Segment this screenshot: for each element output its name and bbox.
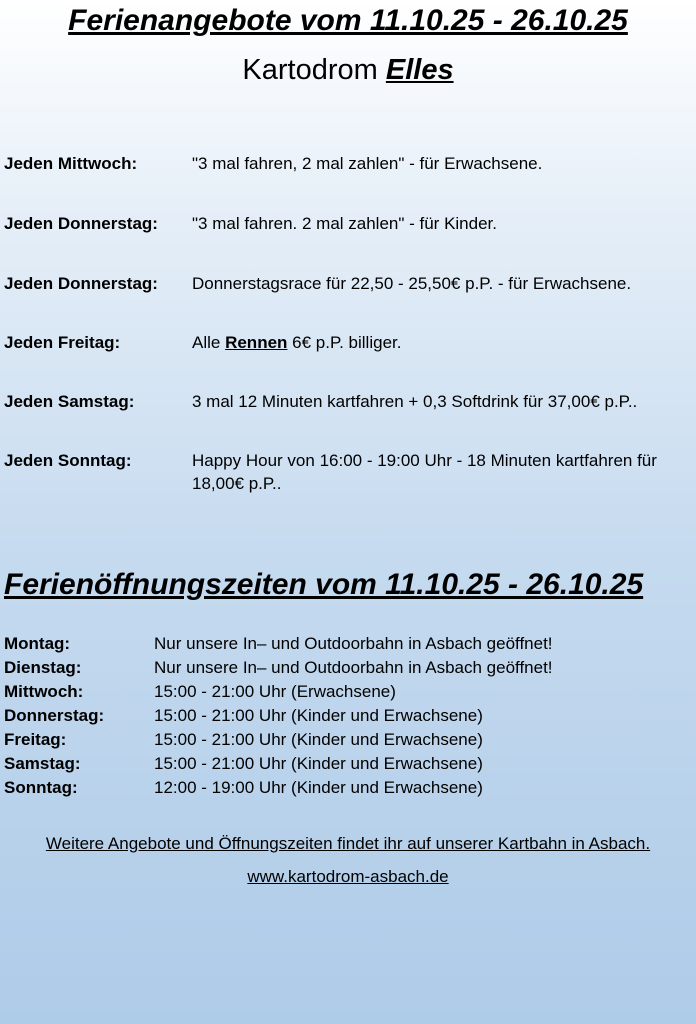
offer-day: Jeden Donnerstag: [4,274,158,293]
website-link[interactable]: www.kartodrom-asbach.de [247,867,449,886]
subtitle-prefix: Kartodrom [242,54,386,86]
hours-day: Dienstag: [4,658,82,677]
offer-day: Jeden Sonntag: [4,451,132,470]
hours-day: Donnerstag: [4,706,105,725]
hours-day: Freitag: [4,730,67,749]
offer-day: Jeden Donnerstag: [4,214,158,233]
offer-description: 3 mal 12 Minuten kartfahren + 0,3 Softdrink für 37,00€ p.P.. [192,392,638,411]
hours-title: Ferienöffnungszeiten vom 11.10.25 - 26.10.25 [4,568,644,601]
hours-day: Sonntag: [4,778,78,797]
hours-time: Nur unsere In– und Outdoorbahn in Asbach geöffnet! [154,658,553,677]
page-subtitle [0,52,696,88]
offer-description: Donnerstagsrace für 22,50 - 25,50€ p.P. - für Erwachsene. [192,274,632,293]
offer-description: "3 mal fahren. 2 mal zahlen" - für Kinder. [192,214,497,233]
offer-desc-after: 6€ p.P. billiger. [287,333,402,352]
hours-time: 15:00 - 21:00 Uhr (Erwachsene) [154,682,396,701]
hours-time: Nur unsere In– und Outdoorbahn in Asbach geöffnet! [154,634,553,653]
footer-note: Weitere Angebote und Öffnungszeiten findet ihr auf unserer Kartbahn in Asbach. [45,834,651,853]
offer-description: Happy Hour von 16:00 - 19:00 Uhr - 18 Minuten kartfahren für 18,00€ p.P.. [192,451,657,493]
offer-day: Jeden Freitag: [4,333,121,352]
offer-desc-before: Alle [192,333,226,352]
hours-day: Montag: [4,634,71,653]
page-title: Ferienangebote vom 11.10.25 - 26.10.25 [68,4,628,37]
hours-time: 15:00 - 21:00 Uhr (Kinder und Erwachsene) [154,706,483,725]
hours-time: 12:00 - 19:00 Uhr (Kinder und Erwachsene) [154,778,483,797]
hours-day: Samstag: [4,754,81,773]
hours-day: Mittwoch: [4,682,84,701]
offer-desc-emphasis: Rennen [225,333,288,352]
subtitle-location: Elles [385,54,454,86]
hours-time: 15:00 - 21:00 Uhr (Kinder und Erwachsene) [154,730,483,749]
offer-description: "3 mal fahren, 2 mal zahlen" - für Erwachsene. [192,154,543,173]
hours-time: 15:00 - 21:00 Uhr (Kinder und Erwachsene) [154,754,483,773]
offer-description [192,331,692,354]
offer-day: Jeden Mittwoch: [4,154,138,173]
offer-day: Jeden Samstag: [4,392,135,411]
